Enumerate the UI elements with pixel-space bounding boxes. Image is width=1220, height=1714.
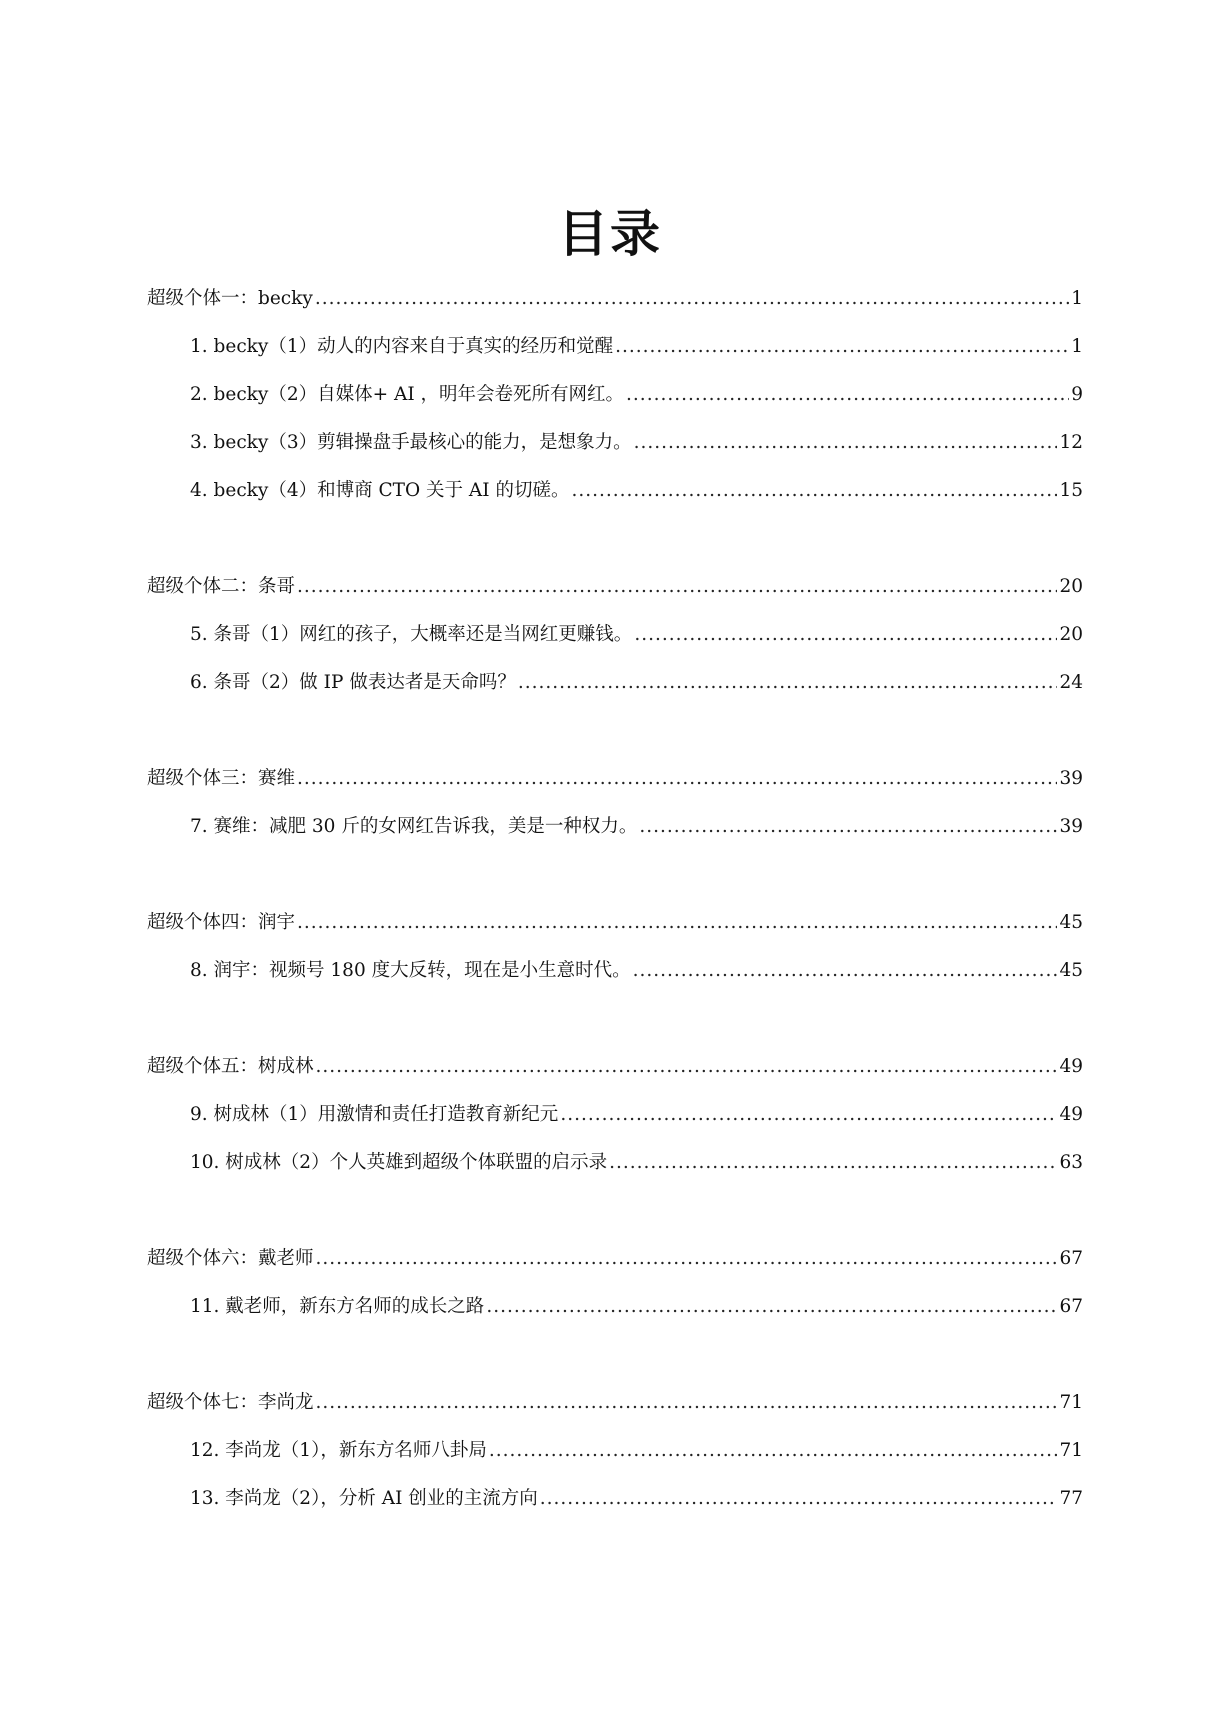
toc-page-number: 39 <box>1059 816 1083 837</box>
toc-page-number: 1 <box>1071 336 1083 357</box>
dot-leader <box>518 659 1058 707</box>
toc-page-number: 12 <box>1059 432 1083 453</box>
toc-page-number: 45 <box>1059 912 1083 933</box>
toc-chapter-entry[interactable] <box>147 659 1083 707</box>
toc-entry-title: 超级个体六：戴老师 <box>147 1248 314 1269</box>
dot-leader <box>634 611 1057 659</box>
dot-leader <box>297 755 1057 803</box>
section-gap <box>147 1187 1083 1235</box>
toc-chapter-entry[interactable] <box>147 1475 1083 1523</box>
dot-leader <box>634 419 1058 467</box>
toc-page-number: 45 <box>1059 960 1083 981</box>
toc-chapter-entry[interactable] <box>147 1139 1083 1187</box>
toc-page-number: 67 <box>1059 1296 1083 1317</box>
toc-entry-title: 超级个体四：润宇 <box>147 912 296 933</box>
dot-leader <box>560 1091 1057 1139</box>
dot-leader <box>571 467 1057 515</box>
toc-page-number: 71 <box>1059 1440 1083 1461</box>
toc-entry-title: 11. 戴老师，新东方名师的成长之路 <box>190 1296 485 1317</box>
toc-entry-title: 9. 树成林（1）用激情和责任打造教育新纪元 <box>190 1104 559 1125</box>
toc-entry-title: 3. becky（3）剪辑操盘手最核心的能力，是想象力。 <box>190 432 632 453</box>
dot-leader <box>297 563 1057 611</box>
dot-leader <box>297 899 1057 947</box>
toc-page-number: 49 <box>1059 1056 1083 1077</box>
toc-entry-title: 超级个体一：becky <box>147 288 313 309</box>
toc-page-number: 39 <box>1059 768 1083 789</box>
toc-entry-title: 6. 条哥（2）做 IP 做表达者是天命吗？ <box>190 672 516 693</box>
dot-leader <box>639 803 1057 851</box>
toc-section-entry[interactable] <box>147 899 1083 947</box>
dot-leader <box>316 1043 1058 1091</box>
toc-entry-title: 13. 李尚龙（2），分析 AI 创业的主流方向 <box>190 1488 538 1509</box>
toc-entry-title: 超级个体三：赛维 <box>147 768 296 789</box>
dot-leader <box>316 1379 1058 1427</box>
toc-page-number: 71 <box>1059 1392 1083 1413</box>
toc-chapter-entry[interactable] <box>147 1283 1083 1331</box>
toc-section-entry[interactable] <box>147 275 1083 323</box>
toc-page-number: 9 <box>1071 384 1083 405</box>
toc-page-number: 77 <box>1059 1488 1083 1509</box>
toc-page-number: 24 <box>1059 672 1083 693</box>
toc-page-number: 63 <box>1059 1152 1083 1173</box>
dot-leader <box>609 1139 1057 1187</box>
section-gap <box>147 1331 1083 1379</box>
dot-leader <box>633 947 1058 995</box>
toc-chapter-entry[interactable] <box>147 371 1083 419</box>
toc-entry-title: 8. 润宇：视频号 180 度大反转，现在是小生意时代。 <box>190 960 631 981</box>
toc-entry-title: 超级个体七：李尚龙 <box>147 1392 314 1413</box>
dot-leader <box>540 1475 1058 1523</box>
dot-leader <box>626 371 1069 419</box>
table-of-contents <box>147 275 1083 1523</box>
toc-entry-title: 4. becky（4）和博商 CTO 关于 AI 的切磋。 <box>190 480 570 501</box>
toc-page-number: 20 <box>1059 624 1083 645</box>
dot-leader <box>615 323 1069 371</box>
dot-leader <box>486 1283 1057 1331</box>
toc-entry-title: 12. 李尚龙（1），新东方名师八卦局 <box>190 1440 487 1461</box>
toc-entry-title: 7. 赛维：减肥 30 斤的女网红告诉我，美是一种权力。 <box>190 816 638 837</box>
toc-page-number: 67 <box>1059 1248 1083 1269</box>
dot-leader <box>315 275 1069 323</box>
toc-chapter-entry[interactable] <box>147 611 1083 659</box>
toc-chapter-entry[interactable] <box>147 803 1083 851</box>
toc-entry-title: 2. becky（2）自媒体+ AI ，明年会卷死所有网红。 <box>190 384 625 405</box>
toc-entry-title: 超级个体五：树成林 <box>147 1056 314 1077</box>
toc-chapter-entry[interactable] <box>147 1091 1083 1139</box>
toc-entry-title: 10. 树成林（2）个人英雄到超级个体联盟的启示录 <box>190 1152 608 1173</box>
toc-chapter-entry[interactable] <box>147 467 1083 515</box>
section-gap <box>147 995 1083 1043</box>
toc-page-number: 1 <box>1071 288 1083 309</box>
toc-entry-title: 5. 条哥（1）网红的孩子，大概率还是当网红更赚钱。 <box>190 624 633 645</box>
page-title: 目录 <box>558 204 662 263</box>
toc-chapter-entry[interactable] <box>147 1427 1083 1475</box>
toc-section-entry[interactable] <box>147 563 1083 611</box>
toc-chapter-entry[interactable] <box>147 323 1083 371</box>
toc-chapter-entry[interactable] <box>147 419 1083 467</box>
dot-leader <box>316 1235 1058 1283</box>
toc-entry-title: 超级个体二：条哥 <box>147 576 296 597</box>
toc-page-number: 20 <box>1059 576 1083 597</box>
section-gap <box>147 707 1083 755</box>
toc-chapter-entry[interactable] <box>147 947 1083 995</box>
toc-section-entry[interactable] <box>147 755 1083 803</box>
dot-leader <box>489 1427 1058 1475</box>
toc-section-entry[interactable] <box>147 1043 1083 1091</box>
toc-section-entry[interactable] <box>147 1235 1083 1283</box>
toc-entry-title: 1. becky（1）动人的内容来自于真实的经历和觉醒 <box>190 336 614 357</box>
section-gap <box>147 515 1083 563</box>
toc-page-number: 49 <box>1059 1104 1083 1125</box>
toc-page-number: 15 <box>1059 480 1083 501</box>
section-gap <box>147 851 1083 899</box>
toc-section-entry[interactable] <box>147 1379 1083 1427</box>
